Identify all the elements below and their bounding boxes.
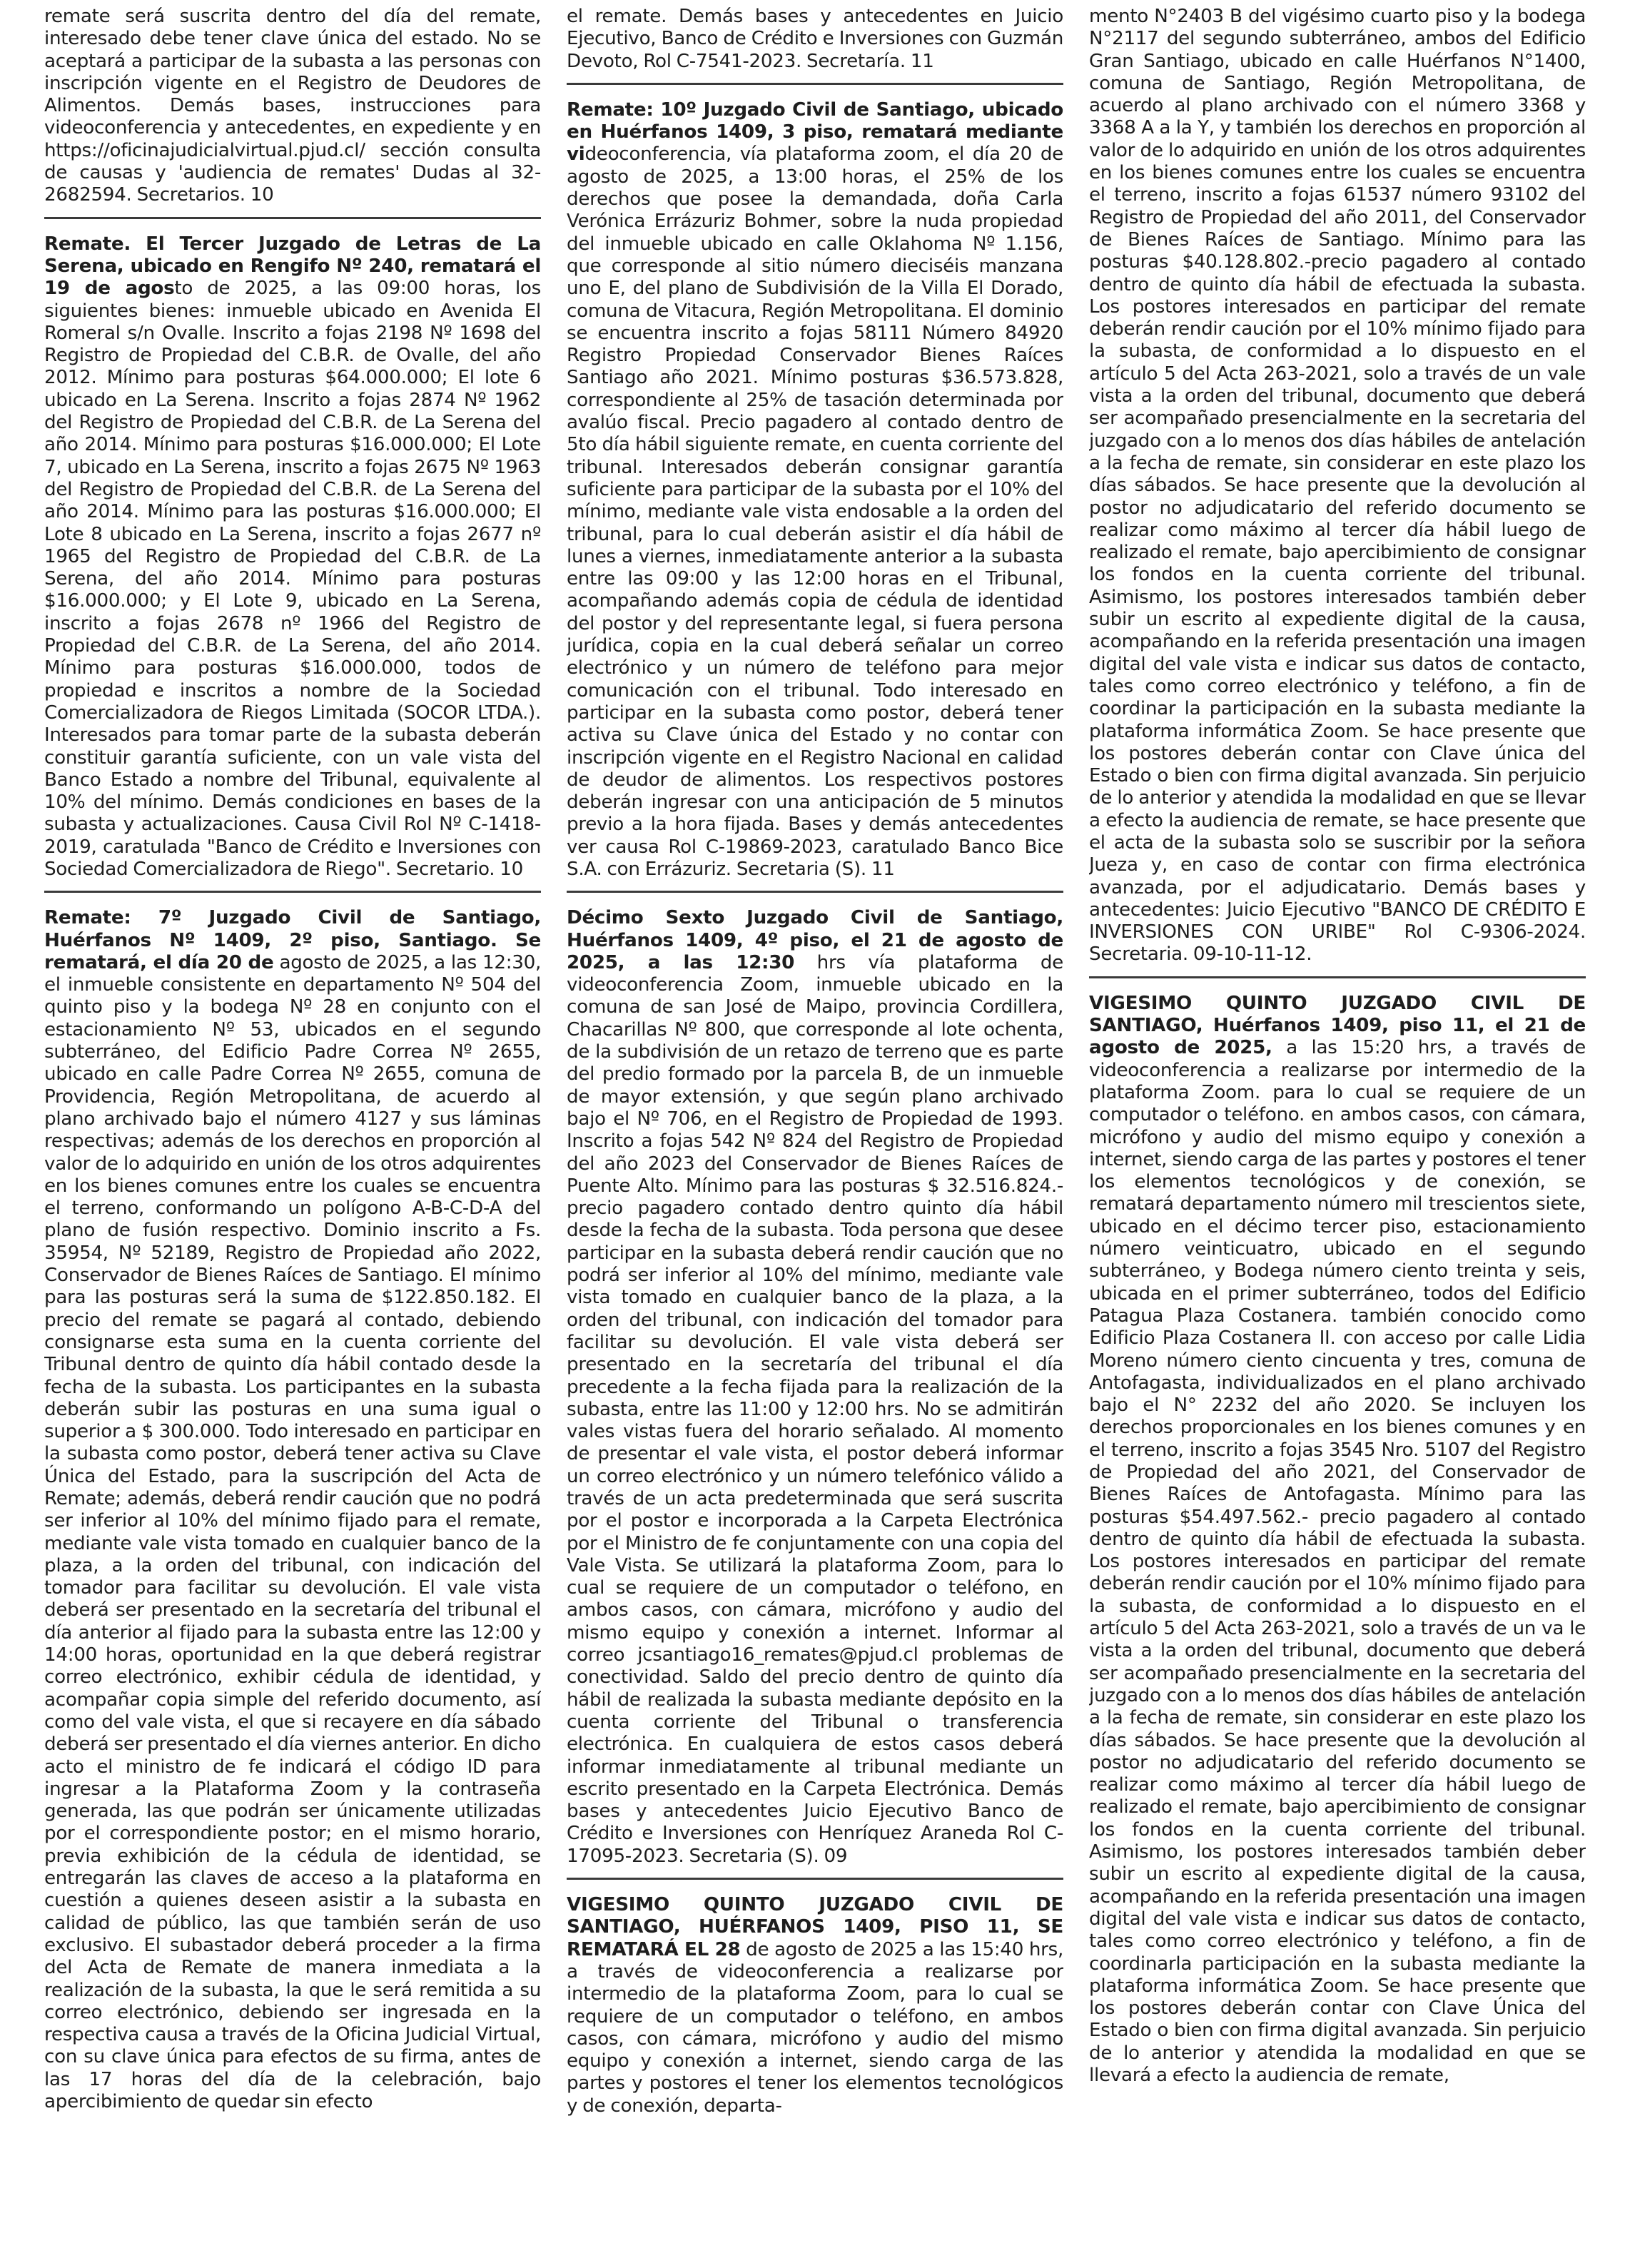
notice-continuation xyxy=(567,6,1063,73)
notice-heading: Décimo Sexto Juzgado Civil de Santiago, Huérfanos 1409, 4º piso, el 21 de agosto de 2025, a las 12:30 xyxy=(567,907,1063,973)
column-divider xyxy=(567,1878,1063,1880)
notice-heading: VIGESIMO QUINTO JUZGADO CIVIL DE SANTIAGO, Huérfanos 1409, piso 11, el 21 de agosto de 2025, xyxy=(1089,992,1586,1059)
notice-heading: Remate: 10º Juzgado Civil de Santiago, ubicado en Huérfanos 1409, 3 piso, rematará mediante vi xyxy=(567,98,1063,166)
column-1 xyxy=(44,6,541,2261)
notice-body: de agosto de 2025 a las 15:40 hrs, a través de videoconferencia a realizarse por intermedio de la plataforma Zoom, para lo cual se requiere de un computador o teléfono, en ambos casos, con cámara, micrófono y audio del mismo equipo y conexión a internet, siendo carga de las partes y postores el tener los elementos tecnológicos y de conexión, departa- xyxy=(567,1938,1063,2117)
notice-heading: Remate. El Tercer Juzgado de Letras de La Serena, ubicado en Rengifo Nº 240, rematará el 19 de agos xyxy=(44,233,541,300)
notice-body: agosto de 2025, a las 12:30, el inmueble consistente en departamento Nº 504 del quinto piso y la bodega Nº 28 en conjunto con el estacionamiento Nº 53, ubicados en el segundo subterráneo, del Edificio Padre Correa Nº 2655, ubicado en calle Padre Correa Nº 2655, comuna de Providencia, Región Metropolitana, de acuerdo al plano archivado bajo el número 4127 y sus láminas respectivas; además de los derechos en proporción al valor de lo adquirido en unión de los otros adquirentes en los bienes comunes entre los cuales se encuentra el terreno, conformando un polígono A-B-C-D-A del plano de fusión respectivo. Dominio inscrito a Fs. 35954, Nº 52189, Registro de Propiedad año 2022, Conservador de Bienes Raíces de Santiago. El mínimo para las posturas será la suma de $122.850.182. El precio del remate se pagará al contado, debiendo consignarse esta suma en la cuenta corriente del Tribunal dentro de quinto día hábil contado desde la fecha de la subasta. Los participantes en la subasta deberán subir las posturas en una suma igual o superior a $ 300.000. Todo interesado en participar en la subasta como postor, deberá tener activa su Clave Única del Estado, para la suscripción del Acta de Remate; además, deberá rendir caución que no podrá ser inferior al 10% del mínimo fijado para el remate, mediante vale vista tomado en cualquier banco de la plaza, a la orden del tribunal, con indicación del tomador para facilitar su devolución. El vale vista deberá ser presentado en la secretaría del tribunal el día anterior al fijado para la subasta entre las 12:00 y 14:00 horas, oportunidad en la que deberá registrar correo electrónico, exhibir cédula de identidad, y acompañar copia simple del referido documento, así como del vale vista, el que si recayere en día sábado deberá ser presentado el día viernes anterior. En dicho acto el ministro de fe indicará el código ID para ingresar a la Plataforma Zoom y la contraseña generada, las que podrán ser únicamente utilizadas por el correspondiente postor; en el mismo horario, previa exhibición de la cédula de identidad, se entregarán las claves de acceso a la plataforma en cuestión a quienes deseen asistir a la subasta en calidad de público, las que también serán de uso exclusivo. El subastador deberá proceder a la firma del Acta de Remate de manera inmediata a la realización de la subasta, la que le será remitida a su correo electrónico, debiendo ser ingresada en la respectiva causa a través de la Oficina Judicial Virtual, con su clave única para efectos de su firma, antes de las 17 horas del día de la celebración, bajo apercibimiento de quedar sin efecto xyxy=(44,951,541,2113)
notice-body: to de 2025, a las 09:00 horas, los siguientes bienes: inmueble ubicado en Avenida El Romeral s/n Ovalle. Inscrito a fojas 2198 Nº 1698 del Registro de Propiedad del C.B.R. de Ovalle, del año 2012. Mínimo para posturas $64.000.000; El lote 6 ubicado en La Serena. Inscrito a fojas 2874 Nº 1962 del Registro de Propiedad del C.B.R. de La Serena del año 2014. Mínimo para posturas $16.000.000; El Lote 7, ubicado en La Serena, inscrito a fojas 2675 Nº 1963 del Registro de Propiedad del C.B.R. de La Serena del año 2014. Mínimo para las posturas $16.000.000; El Lote 8 ubicado en La Serena, inscrito a fojas 2677 nº 1965 del Registro de Propiedad del C.B.R. de La Serena, del año 2014. Mínimo para posturas $16.000.000; y El Lote 9, ubicado en La Serena, inscrito a fojas 2678 nº 1966 del Registro de Propiedad del C.B.R. de La Serena, del año 2014. Mínimo para posturas $16.000.000, todos de propiedad e inscritos a nombre de la Sociedad Comercializadora de Riegos Limitada (SOCOR LTDA.). Interesados para tomar parte de la subasta deberán constituir garantía suficiente, con un vale vista del Banco Estado a nombre del Tribunal, equivalente al 10% del mínimo. Demás condiciones en bases de la subasta y actualizaciones. Causa Civil Rol Nº C-1418-2019, caratulada "Banco de Crédito e Inversiones con Sociedad Comercializadora de Riego". Secretario. 10 xyxy=(44,278,541,880)
notice-7-juzgado-civil-santiago xyxy=(44,907,541,2113)
column-2 xyxy=(567,6,1063,2261)
notice-tercer-juzgado-la-serena xyxy=(44,233,541,881)
column-divider xyxy=(567,83,1063,85)
notice-body: deoconferencia, vía plataforma zoom, el día 20 de agosto de 2025, a 13:00 horas, el 25% de los derechos que posee la demandada, doña Carla Verónica Errázuriz Bohmer, sobre la nuda propiedad del inmueble ubicado en calle Oklahoma Nº 1.156, que corresponde al sitio número dieciséis manzana uno E, del plano de Subdivisión de la Villa El Dorado, comuna de Vitacura, Región Metropolitana. El dominio se encuentra inscrito a fojas 58111 Número 84920 Registro Propiedad Conservador Bienes Raíces Santiago año 2021. Mínimo posturas $36.573.828, correspondiente al 25% de tasación determinada por avalúo fiscal. Precio pagadero al contado dentro de 5to día hábil siguiente remate, en cuenta corriente del tribunal. Interesados deberán consignar garantía suficiente para participar de la subasta por el 10% del mínimo, mediante vale vista endosable a la orden del tribunal, para lo cual deberán asistir el día hábil de lunes a viernes, inmediatamente anterior a la subasta entre las 09:00 y las 12:00 horas en el Tribunal, acompañando además copia de cédula de identidad del postor y del representante legal, si fuera persona jurídica, copia en la cual deberá señalar un correo electrónico y un número de teléfono para mejor comunicación con el tribunal. Todo interesado en participar en la subasta como postor, deberá tener activa su Clave única del Estado y no contar con inscripción vigente en el Registro Nacional en calidad de deudor de alimentos. Los respectivos postores deberán ingresar con una anticipación de 5 minutos previo a la hora fijada. Bases y demás antecedentes ver causa Rol C-19869-2023, caratulado Banco Bice S.A. con Errázuriz. Secretaria (S). 11 xyxy=(567,143,1063,880)
notice-body: hrs vía plataforma de videoconferencia Zoom, inmueble ubicado en la comuna de san José de Maipo, provincia Cordillera, Chacarillas Nº 800, que corresponde al lote ochenta, de la subdivisión de un retazo de terreno que es parte del predio formado por la parcela B, de un inmueble de mayor extensión, y que según plano archivado bajo el Nº 706, en el Registro de Propiedad de 1993. Inscrito a fojas 542 Nº 824 del Registro de Propiedad del año 2023 del Conservador de Bienes Raíces de Puente Alto. Mínimo para las posturas $ 32.516.824.- precio pagadero contado dentro quinto día hábil desde la fecha de la subasta. Toda persona que desee participar en la subasta deberá rendir caución que no podrá ser inferior al 10% del mínimo, mediante vale vista tomado en cualquier banco de la plaza, a la orden del tribunal, con indicación del tomador para facilitar su devolución. El vale vista deberá ser presentado en la secretaría del tribunal el día precedente a la fecha fijada para la realización de la subasta, entre las 11:00 y 12:00 hrs. No se admitirán vales vistas fuera del horario señalado. Al momento de presentar el vale vista, el postor deberá informar un correo electrónico y un número telefónico válido a través de un acta predeterminada que será suscrita por el postor e incorporada a la Carpeta Electrónica por el Ministro de fe conjuntamente con una copia del Vale Vista. Se utilizará la plataforma Zoom, para lo cual se requiere de un computador o teléfono, en ambos casos, con cámara, micrófono y audio del mismo equipo y conexión a internet. Informar al correo jcsantiago16_remates@pjud.cl problemas de conectividad. Saldo del precio dentro de quinto día hábil de realizada la subasta mediante depósito en la cuenta corriente del Tribunal o transferencia electrónica. En cualquiera de estos casos deberá informar inmediatamente al tribunal mediante un escrito presentado en la Carpeta Electrónica. Demás bases y antecedentes Juicio Ejecutivo Banco de Crédito e Inversiones con Henríquez Araneda Rol C-17095-2023. Secretaria (S). 09 xyxy=(567,951,1063,1867)
notice-body: el remate. Demás bases y antecedentes en Juicio Ejecutivo, Banco de Crédito e Inversiones con Guzmán Devoto, Rol C-7541-2023. Secretaría. 11 xyxy=(567,6,1063,72)
notice-continuation xyxy=(1089,6,1586,966)
notice-25-juzgado-civil-santiago-b xyxy=(1089,993,1586,2087)
notice-16-juzgado-civil-santiago xyxy=(567,907,1063,1868)
column-divider xyxy=(44,217,541,219)
notice-heading: Remate: 7º Juzgado Civil de Santiago, Huérfanos Nº 1409, 2º piso, Santiago. Se rematará, el día 20 de xyxy=(44,907,541,973)
notice-heading: VIGESIMO QUINTO JUZGADO CIVIL DE SANTIAGO, HUÉRFANOS 1409, PISO 11, SE REMATARÁ EL 28 xyxy=(567,1894,1063,1960)
notice-10-juzgado-civil-santiago xyxy=(567,99,1063,881)
notice-body: mento N°2403 B del vigésimo cuarto piso y la bodega N°2117 del segundo subterráneo, ambos del Edificio Gran Santiago, ubicado en calle Huérfanos N°1400, comuna de Santiago, Región Metropolitana, de acuerdo al plano archivado con el número 3368 y 3368 A a la Y, y también los derechos en proporción al valor de lo adquirido en unión de los otros adquirentes en los bienes comunes entre los cuales se encuentra el terreno, inscrito a fojas 61537 número 93102 del Registro de Propiedad del año 2011, del Conservador de Bienes Raíces de Santiago. Mínimo para las posturas $40.128.802.-precio pagadero al contado dentro de quinto día hábil de efectuada la subasta. Los postores interesados en participar del remate deberán rendir caución por el 10% mínimo fijado para la subasta, de conformidad a lo dispuesto en el artículo 5 del Acta 263-2021, solo a través de un vale vista a la orden del tribunal, documento que deberá ser acompañado presencialmente en la secretaria del juzgado con a lo menos dos días hábiles de antelación a la fecha de remate, sin considerar en este plazo los días sábados. Se hace presente que la devolución al postor no adjudicatario del referido documento se realizar como máximo al tercer día hábil luego de realizado el remate, bajo apercibimiento de consignar los fondos en la cuenta corriente del tribunal. Asimismo, los postores interesados también deber subir un escrito al expediente digital de la causa, acompañando en la referida presentación una imagen digital del vale vista e indicar sus datos de contacto, tales como correo electrónico y teléfono, a fin de coordinar la participación en la subasta mediante la plataforma informática Zoom. Se hace presente que los postores deberán contar con Clave única del Estado o bien con firma digital avanzada. Sin perjuicio de lo anterior y atendida la modalidad en que se llevar a efecto la audiencia de remate, se hace presente que el acta de la subasta solo se suscribir por la señora Jueza y, en caso de contar con firma electrónica avanzada, por el adjudicatario. Demás bases y antecedentes: Juicio Ejecutivo "BANCO DE CRÉDITO E INVERSIONES CON URIBE" Rol C-9306-2024. Secretaria. 09-10-11-12. xyxy=(1089,6,1586,966)
notice-continuation xyxy=(44,6,541,207)
column-divider xyxy=(1089,976,1586,978)
column-divider xyxy=(567,891,1063,893)
notice-25-juzgado-civil-santiago-a xyxy=(567,1894,1063,2117)
column-3 xyxy=(1089,6,1586,2261)
notice-body: remate será suscrita dentro del día del remate, interesado debe tener clave única del estado. No se aceptará a participar de la subasta a las personas con inscripción vigente en el Registro de Deudores de Alimentos. Demás bases, instrucciones para videoconferencia y antecedentes, en expediente y en https://oficinajudicialvirtual.pjud.cl/ sección consulta de causas y 'audiencia de remates' Dudas al 32-2682594. Secretarios. 10 xyxy=(44,6,541,206)
notice-body: a las 15:20 hrs, a través de videoconferencia a realizarse por intermedio de la plataforma Zoom. para lo cual se requiere de un computador o teléfono. en ambos casos, con cámara, micrófono y audio del mismo equipo y conexión a internet, siendo carga de las partes y postores el tener los elementos tecnológicos y de conexión, se rematará departamento número mil trescientos siete, ubicado en el décimo tercer piso, estacionamiento número veinticuatro, ubicado en el segundo subterráneo, y Bodega número ciento treinta y seis, ubicada en el primer subterráneo, todos del Edificio Patagua Plaza Costanera. también conocido como Edificio Plaza Costanera II. con acceso por calle Lidia Moreno número ciento cincuenta y tres, comuna de Antofagasta, individualizados en el plano archivado bajo el N° 2232 del año 2020. Se incluyen los derechos proporcionales en los bienes comunes y en el terreno, inscrito a fojas 3545 Nro. 5107 del Registro de Propiedad del año 2021, del Conservador de Bienes Raíces de Antofagasta. Mínimo para las posturas $54.497.562.- precio pagadero al contado dentro de quinto día hábil de efectuada la subasta. Los postores interesados en participar del remate deberán rendir caución por el 10% mínimo fijado para la subasta, de conformidad a lo dispuesto en el artículo 5 del Acta 263-2021, solo a través de un va le vista a la orden del tribunal, documento que deberá ser acompañado presencialmente en la secretaria del juzgado con a lo menos dos días hábiles de antelación a la fecha de remate, sin considerar en este plazo los días sábados. Se hace presente que la devolución al postor no adjudicatario del referido documento se realizar como máximo al tercer día hábil luego de realizado el remate, bajo apercibimiento de consignar los fondos en la cuenta corriente del tribunal. Asimismo, los postores interesados también deber subir un escrito al expediente digital de la causa, acompañando en la referida presentación una imagen digital del vale vista e indicar sus datos de contacto, tales como correo electrónico y teléfono, a fin de coordinarla participación en la subasta mediante la plataforma informática Zoom. Se hace presente que los postores deberán contar con Clave Única del Estado o bien con firma digital avanzada. Sin perjuicio de lo anterior y atendida la modalidad en que se llevará a efecto la audiencia de remate, xyxy=(1089,1037,1586,2087)
column-divider xyxy=(44,891,541,893)
newspaper-page xyxy=(44,6,1586,2261)
